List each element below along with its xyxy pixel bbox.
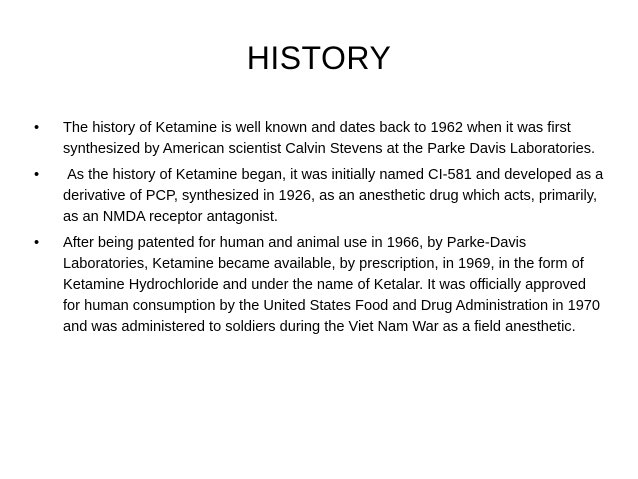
bullet-item <box>34 233 604 338</box>
bullet-marker-icon: • <box>34 167 40 183</box>
bullet-marker-icon: • <box>34 120 40 136</box>
bullet-item <box>34 165 608 228</box>
bullet-text: After being patented for human and animal use in 1966, by Parke-Davis Laboratories, Ketamine became available, by prescription, in 1969, in the form of Ketamine Hydrochloride and under the name of Ketalar. It was officially approved for human consumption by the United States Food and Drug Administration in 1970 and was administered to soldiers during the Viet Nam War as a field anesthetic. <box>63 235 605 335</box>
bullet-text: The history of Ketamine is well known and dates back to 1962 when it was first synthesized by American scientist Calvin Stevens at the Parke Davis Laboratories. <box>63 120 596 157</box>
bullet-text: As the history of Ketamine began, it was initially named CI-581 and developed as a derivative of PCP, synthesized in 1926, as an anesthetic drug which acts, primarily, as an NMDA receptor antagonist. <box>63 167 608 225</box>
bullet-marker-icon: • <box>34 235 40 251</box>
bullet-item <box>34 118 604 160</box>
bullet-list <box>34 118 608 343</box>
slide-title: HISTORY <box>246 40 392 76</box>
